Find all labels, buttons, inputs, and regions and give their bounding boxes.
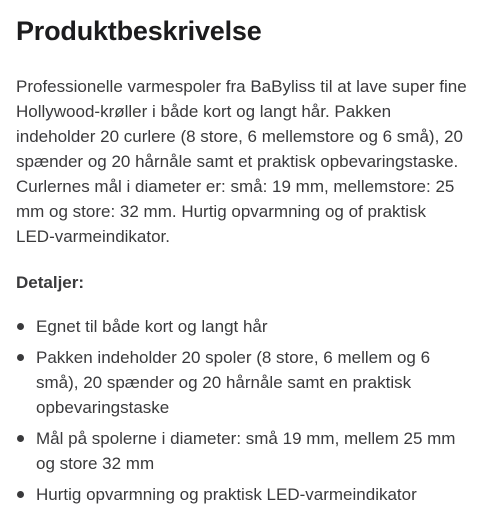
- list-item: [16, 314, 464, 339]
- list-item: [16, 482, 464, 507]
- list-item-text: Hurtig opvarmning og praktisk LED-varmeindikator: [36, 485, 417, 504]
- bullet-icon: [17, 435, 24, 442]
- list-item: [16, 345, 464, 420]
- bullet-icon: [17, 491, 24, 498]
- product-description-text: Professionelle varmespoler fra BaByliss til at lave super fine Hollywood-krøller i både kort og langt hår. Pakken indeholder 20 curlere (8 store, 6 mellemstore og 6 små), 20 spænder og 20 hårnåle samt et praktisk opbevaringstaske. Curlernes mål i diameter er: små: 19 mm, mellemstore: 25 mm og store: 32 mm. Hurtig opvarmning og of praktisk LED-varmeindikator.: [16, 77, 467, 246]
- bullet-icon: [17, 354, 24, 361]
- list-item-text: Mål på spolerne i diameter: små 19 mm, mellem 25 mm og store 32 mm: [36, 429, 456, 473]
- list-item-text: Egnet til både kort og langt hår: [36, 317, 268, 336]
- list-item: [16, 426, 464, 476]
- bullet-icon: [17, 323, 24, 330]
- details-heading: Detaljer:: [16, 273, 85, 292]
- page-title: Produktbeskrivelse: [16, 16, 262, 46]
- details-list: [16, 314, 464, 507]
- list-item-text: Pakken indeholder 20 spoler (8 store, 6 mellem og 6 små), 20 spænder og 20 hårnåle samt en praktisk opbevaringstaske: [36, 348, 431, 417]
